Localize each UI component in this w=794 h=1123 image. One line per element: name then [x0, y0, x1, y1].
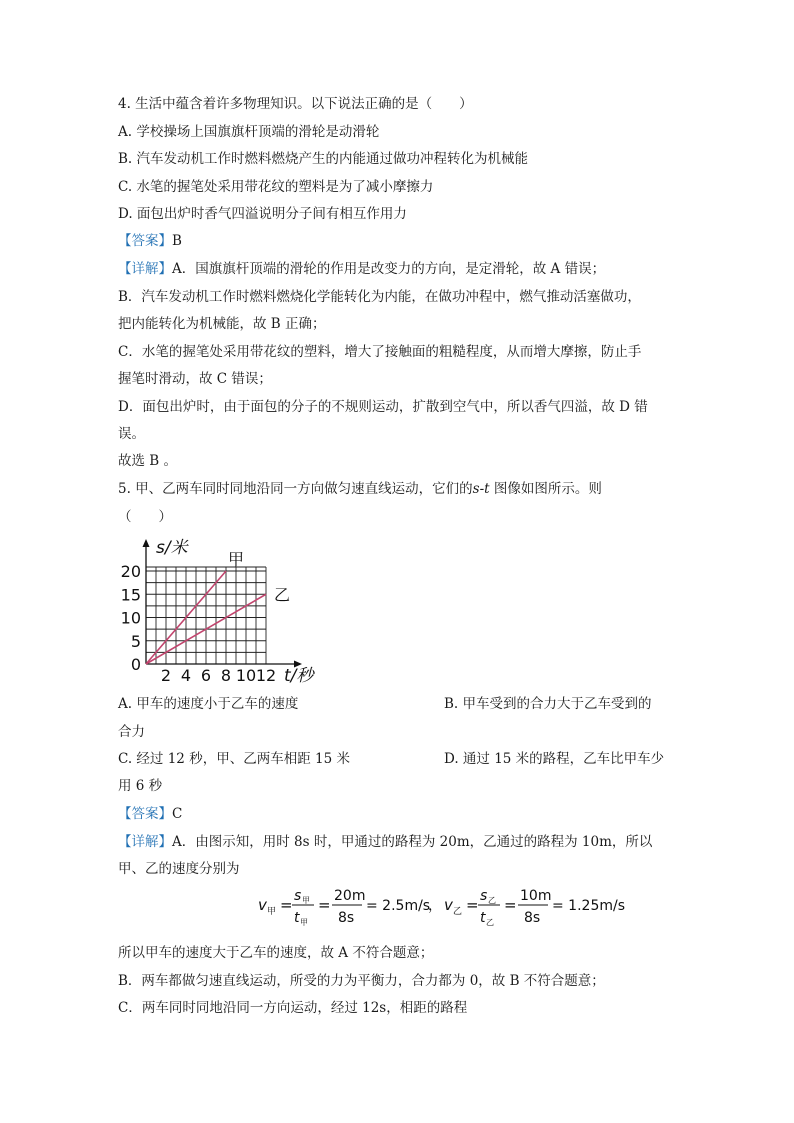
q5-answer: C — [172, 806, 183, 822]
svg-text:甲: 甲 — [300, 918, 308, 927]
y-tick-label: 5 — [130, 631, 141, 651]
st-graph — [118, 535, 318, 687]
q5-option-b: B. 甲车受到的合力大于乙车受到的 — [444, 696, 652, 712]
q4-option-b: B. 汽车发动机工作时燃料燃烧产生的内能通过做功冲程转化为机械能 — [118, 151, 529, 167]
y-tick-label: 20 — [120, 562, 141, 581]
q4-answer: B — [172, 233, 182, 249]
q4-detail-line-7: 误。 — [118, 426, 145, 442]
svg-text:=: = — [466, 896, 479, 914]
q5-detail-line-4: B．两车都做匀速直线运动，所受的力为平衡力，合力都为 0，故 B 不符合题意； — [118, 973, 605, 989]
q5-option-d-cont: 用 6 秒 — [118, 778, 163, 794]
y-axis-arrow — [143, 539, 150, 547]
x-tick-label: 2 — [160, 666, 172, 685]
q5-option-c: C. 经过 12 秒，甲、乙两车相距 15 米 — [118, 751, 350, 767]
q5-detail-line-5: C．两车同时同地沿同一方向运动，经过 12s，相距的路程 — [118, 1000, 468, 1016]
x-tick-label: 8 — [220, 666, 232, 685]
y-axis-label: s/米 — [156, 538, 188, 558]
y-tick-label: 0 — [130, 655, 141, 674]
svg-text:t: t — [294, 910, 300, 926]
q5-stem-2: （ ） — [118, 509, 172, 525]
svg-text:= 2.5m/s: = 2.5m/s — [366, 898, 431, 914]
q4-detail-line-1: 【详解】A．国旗旗杆顶端的滑轮的作用是改变力的方向，是定滑轮，故 A 错误； — [118, 261, 606, 277]
q5-stem: 5. 甲、乙两车同时同地沿同一方向做匀速直线运动，它们的s-t 图像如图所示。则 — [118, 481, 602, 497]
svg-text:8s: 8s — [524, 910, 541, 926]
detail-tag: 【详解】 — [118, 261, 172, 277]
q5-answer-line — [118, 805, 182, 823]
x-tick-label: 4 — [180, 666, 192, 685]
q5-option-b-cont: 合力 — [118, 724, 145, 740]
q5-detail-line-1: 【详解】A．由图示知，用时 8s 时，甲通过的路程为 20m，乙通过的路程为 10m，所以 — [118, 834, 653, 850]
st-variable: s-t — [472, 481, 490, 497]
q4-option-a: A. 学校操场上国旗旗杆顶端的滑轮是动滑轮 — [118, 124, 380, 140]
x-tick-label: 10 — [235, 666, 257, 685]
svg-text:s: s — [294, 888, 302, 904]
q4-option-c: C. 水笔的握笔处采用带花纹的塑料是为了减小摩擦力 — [118, 179, 434, 195]
q4-detail-line-2: B．汽车发动机工作时燃料燃烧化学能转化为内能，在做功冲程中，燃气推动活塞做功， — [118, 289, 641, 305]
svg-text:乙: 乙 — [453, 907, 463, 917]
answer-tag: 【答案】 — [118, 233, 172, 249]
q4-option-d: D. 面包出炉时香气四溢说明分子间有相互作用力 — [118, 206, 407, 222]
svg-text:= 1.25m/s: = 1.25m/s — [552, 898, 626, 914]
q4-answer-line — [118, 232, 182, 250]
x-tick-label: 6 — [200, 666, 212, 685]
svg-text:t: t — [480, 910, 486, 926]
velocity-formula — [258, 880, 626, 932]
grid — [146, 567, 266, 664]
svg-text:=: = — [504, 896, 517, 914]
series-label: 乙 — [274, 585, 291, 605]
y-tick-label: 15 — [120, 585, 141, 605]
answer-tag: 【答案】 — [118, 806, 172, 822]
svg-text:乙: 乙 — [486, 918, 494, 927]
svg-text:=: = — [280, 896, 293, 914]
q4-detail-line-5: 握笔时滑动，故 C 错误； — [118, 371, 272, 387]
q5-detail-line-3: 所以甲车的速度大于乙车的速度，故 A 不符合题意； — [118, 945, 434, 961]
svg-text:20m: 20m — [334, 888, 366, 904]
svg-text:甲: 甲 — [302, 896, 310, 905]
svg-text:=: = — [318, 896, 331, 914]
tick-labels — [121, 562, 277, 685]
svg-text:甲: 甲 — [267, 907, 277, 917]
q5-option-a: A. 甲车的速度小于乙车的速度 — [118, 696, 299, 712]
x-axis-label: t/秒 — [284, 666, 314, 686]
q4-conclusion: 故选 B 。 — [118, 453, 178, 469]
svg-text:乙: 乙 — [488, 896, 496, 905]
svg-text:，: ， — [428, 898, 442, 914]
svg-text:8s: 8s — [338, 910, 355, 926]
detail-tag: 【详解】 — [118, 834, 172, 850]
x-tick-label: 12 — [255, 666, 277, 685]
svg-text:s: s — [480, 888, 488, 904]
svg-text:v: v — [444, 896, 453, 914]
q4-detail-line-6: D．面包出炉时，由于面包的分子的不规则运动，扩散到空气中，所以香气四溢，故 D 错 — [118, 399, 648, 415]
q4-stem: 4. 生活中蕴含着许多物理知识。以下说法正确的是（ ） — [118, 96, 473, 112]
q4-detail-line-4: C．水笔的握笔处采用带花纹的塑料，增大了接触面的粗糙程度，从而增大摩擦，防止手 — [118, 344, 642, 360]
q4-detail-line-3: 把内能转化为机械能，故 B 正确； — [118, 316, 326, 332]
series-label: 甲 — [228, 550, 245, 569]
svg-text:v: v — [258, 896, 267, 914]
y-tick-label: 10 — [120, 608, 141, 628]
svg-text:10m: 10m — [520, 888, 552, 904]
q5-option-d: D. 通过 15 米的路程，乙车比甲车少 — [444, 751, 665, 767]
q5-detail-line-2: 甲、乙的速度分别为 — [118, 861, 240, 877]
